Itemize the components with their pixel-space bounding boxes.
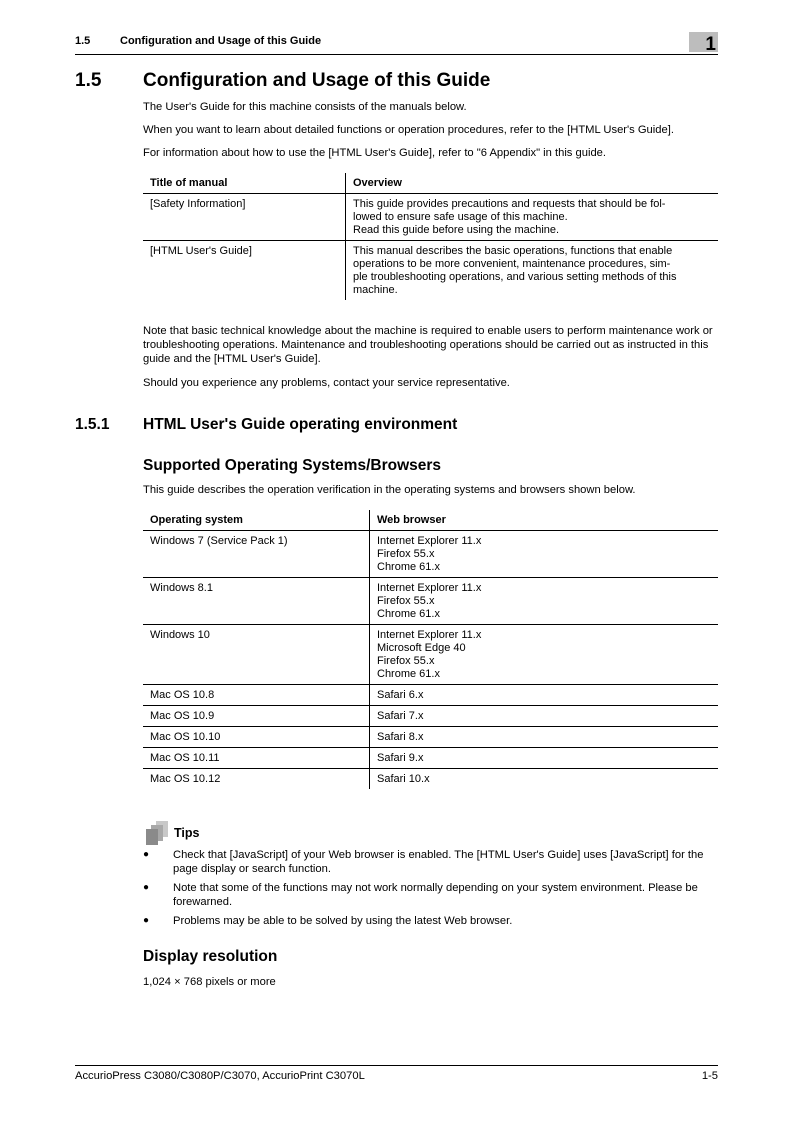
browser-cell: Safari 9.x [370,748,719,769]
os-cell: Mac OS 10.12 [143,769,370,790]
os-cell: Mac OS 10.11 [143,748,370,769]
table-row [143,194,718,241]
tip-text: Check that [JavaScript] of your Web browser is enabled. The [HTML User's Guide] uses [JavaScript] for the page display or search function. [173,849,704,875]
table-row [143,685,718,706]
table-row [143,625,718,685]
os-browser-table [143,510,718,789]
os-cell: Windows 7 (Service Pack 1) [143,531,370,578]
table-row [143,727,718,748]
display-resolution-heading: Display resolution [143,948,278,965]
header-section-title: Configuration and Usage of this Guide [120,35,322,47]
table-row [143,748,718,769]
table-header-row [143,510,718,531]
column-header: Web browser [370,510,719,531]
manual-overview-cell: This guide provides precautions and requests that should be fol- lowed to ensure safe usage of this machine. Read this guide before using the machine. [346,194,719,241]
browser-cell: Internet Explorer 11.x Firefox 55.x Chrome 61.x [370,578,719,625]
table-row [143,769,718,790]
table-row [143,706,718,727]
tip-item [143,914,718,928]
column-header: Overview [346,173,719,194]
bullet-icon: ● [143,915,150,926]
subsection-number: 1.5.1 [75,416,110,433]
display-resolution-text: 1,024 × 768 pixels or more [143,976,276,988]
note-paragraph: Should you experience any problems, contact your service representative. [143,377,510,389]
browser-cell: Safari 6.x [370,685,719,706]
header-divider [75,54,718,55]
intro-paragraph: When you want to learn about detailed functions or operation procedures, refer to the [HTML User's Guide]. [143,124,674,136]
supported-intro: This guide describes the operation verification in the operating systems and browsers shown below. [143,484,636,496]
section-number: 1.5 [75,70,102,91]
os-cell: Mac OS 10.10 [143,727,370,748]
bullet-icon: ● [143,849,150,860]
intro-paragraph: The User's Guide for this machine consists of the manuals below. [143,101,467,113]
browser-cell: Safari 10.x [377,773,430,785]
tip-text: Problems may be able to be solved by using the latest Web browser. [173,915,513,927]
subsection-title: HTML User's Guide operating environment [143,416,458,433]
os-cell: Windows 10 [143,625,370,685]
tip-item [143,881,718,909]
browser-cell: Safari 8.x [370,727,719,748]
tips-label: Tips [174,826,200,840]
manual-title-cell: [HTML User's Guide] [143,241,346,301]
browser-cell: Internet Explorer 11.x Microsoft Edge 40 Firefox 55.x Chrome 61.x [370,625,719,685]
column-header: Title of manual [143,173,346,194]
manual-overview-cell: This manual describes the basic operations, functions that enable operations to be more convenient, maintenance procedures, sim- ple troubleshooting operations, and various setting methods of this machine. [353,245,677,296]
table-row [143,241,718,301]
footer-divider [75,1065,718,1066]
footer-page-number: 1-5 [701,1070,718,1082]
os-cell: Mac OS 10.8 [143,685,370,706]
tip-text: Note that some of the functions may not work normally depending on your system environment. Please be forewarned. [173,882,698,908]
header-section-number: 1.5 [75,35,91,47]
tips-pages-icon [143,819,173,847]
tip-item [143,848,718,876]
note-paragraph: Note that basic technical knowledge about the machine is required to enable users to perform maintenance work or troubleshooting operations. Maintenance and troubleshooting operations should be carried out as instructed in this guide and the [HTML User's Guide]. [143,325,713,365]
manual-title-cell: [Safety Information] [143,194,346,241]
bullet-icon: ● [143,882,150,893]
table-row [143,578,718,625]
column-header: Operating system [143,510,370,531]
table-row [143,531,718,578]
os-cell: Mac OS 10.9 [143,706,370,727]
chapter-tab: 1 [689,32,718,52]
browser-cell: Safari 7.x [370,706,719,727]
os-cell: Windows 8.1 [143,578,370,625]
browser-cell: Internet Explorer 11.x Firefox 55.x Chrome 61.x [370,531,719,578]
table-header-row [143,173,718,194]
supported-heading: Supported Operating Systems/Browsers [143,457,442,474]
section-title: Configuration and Usage of this Guide [143,70,491,91]
footer-product: AccurioPress C3080/C3080P/C3070, AccurioPrint C3070L [75,1070,365,1082]
manuals-table [143,173,718,300]
intro-paragraph: For information about how to use the [HTML User's Guide], refer to "6 Appendix" in this guide. [143,147,606,159]
